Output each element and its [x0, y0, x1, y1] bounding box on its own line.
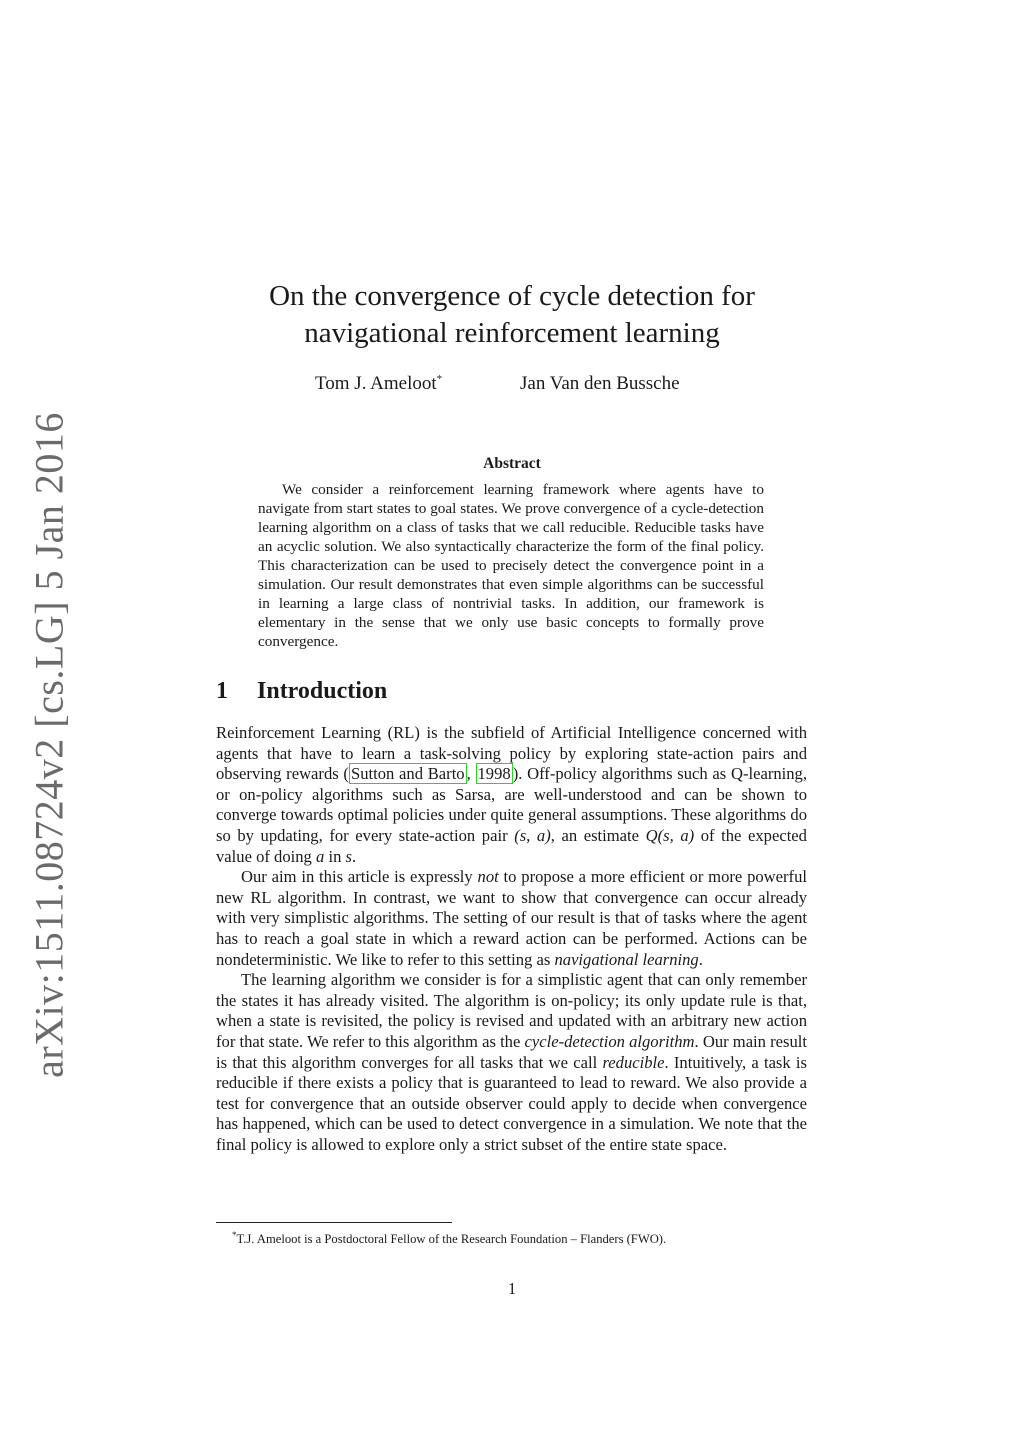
section-number: 1	[216, 678, 228, 704]
math-s-a: (s, a)	[514, 825, 551, 845]
introduction-body	[216, 723, 807, 1155]
p3-text-b: . Our main result is that this algorithm converges for all tasks that we call	[216, 1031, 807, 1072]
paragraph-1	[216, 723, 807, 867]
paragraph-2	[216, 867, 807, 970]
p2-text-c: .	[698, 949, 703, 969]
abstract-heading: Abstract	[483, 455, 541, 472]
paper-title	[0, 278, 1024, 352]
p3-text-a: The learning algorithm we consider is for a simplistic agent that can only remember the states it has already visited. The algorithm is on-policy; its only update rule is that, when a state is revisited, the policy is revised and updated with an arbitrary new action for that state. We refer to this algorithm as the	[216, 970, 807, 1051]
author-1-footnote-mark[interactable]: *	[436, 373, 443, 385]
arxiv-sidebar	[14, 412, 84, 1078]
section-heading-introduction	[216, 678, 387, 705]
footnote	[232, 1230, 666, 1247]
title-line-2: navigational reinforcement learning	[304, 317, 720, 349]
author-ameloot	[315, 373, 442, 395]
p1-text-e: in	[324, 846, 346, 866]
p2-emphasis-navigational-learning: navigational learning	[554, 949, 699, 969]
p2-emphasis-not: not	[477, 867, 499, 887]
p3-emphasis-cycle-detection: cycle-detection algorithm	[524, 1031, 695, 1051]
p1-cite-sep: ,	[466, 764, 476, 784]
p3-emphasis-reducible: reducible	[602, 1052, 665, 1072]
paragraph-3	[216, 970, 807, 1155]
p1-text-b: ). Off-policy algorithms such as Q-learning, or on-policy algorithms such as Sarsa, are well-understood and can be shown to converge towards optimal policies under quite general assumptions. These algorithms do so by updating, for every state-action pair	[216, 764, 808, 845]
page-number: 1	[507, 1279, 517, 1298]
citation-sutton-barto-authors[interactable]: Sutton and Barto	[350, 764, 465, 784]
abstract-text: We consider a reinforcement learning framework where agents have to navigate from start states to goal states. We prove convergence of a cycle-detection learning algorithm on a class of tasks that we call reducible. Reducible tasks have an acyclic solution. We also syntactically characterize the form of the final policy. This characterization can be used to precisely detect the convergence point in a simulation. Our result demonstrates that even simple algorithms can be successful in learning a large class of nontrivial tasks. In addition, our framework is elementary in the sense that we only use basic concepts to formally prove convergence.	[258, 481, 764, 650]
arxiv-identifier: arXiv:1511.08724v2 [cs.LG] 5 Jan 2016	[26, 412, 72, 1078]
footnote-rule	[216, 1222, 452, 1223]
p1-text-c: , an estimate	[550, 825, 646, 845]
p1-text-f: .	[352, 846, 357, 866]
author-1-name: Tom J. Ameloot	[315, 373, 437, 394]
section-title: Introduction	[257, 678, 388, 704]
author-van-den-bussche: Jan Van den Bussche	[520, 373, 680, 394]
footnote-mark: *	[232, 1230, 237, 1240]
p3-text-c: . Intuitively, a task is reducible if there exists a policy that is guaranteed to lead to reward. We also provide a test for convergence that an outside observer could apply to decide when convergence has happened, which can be used to detect convergence in a simulation. We note that the final policy is allowed to explore only a strict subset of the entire state space.	[216, 1052, 807, 1154]
math-a: a	[316, 846, 325, 866]
math-q-s-a: Q(s, a)	[645, 825, 695, 845]
citation-sutton-barto-year[interactable]: 1998	[477, 764, 511, 784]
title-line-1: On the convergence of cycle detection for	[269, 280, 755, 312]
footnote-text: T.J. Ameloot is a Postdoctoral Fellow of the Research Foundation – Flanders (FWO).	[236, 1232, 667, 1246]
p1-text-a: Reinforcement Learning (RL) is the subfield of Artificial Intelligence concerned with agents that have to learn a task-solving policy by exploring state-action pairs and observing rewards (	[216, 723, 807, 784]
p2-text-a: Our aim in this article is expressly	[241, 867, 478, 887]
p2-text-b: to propose a more efficient or more powerful new RL algorithm. In contrast, we want to show that convergence can occur already with very simplistic algorithms. The setting of our result is that of tasks where the agent has to reach a goal state in which a reward action can be performed. Actions can be nondeterministic. We like to refer to this setting as	[216, 867, 807, 969]
p1-text-d: of the expected value of doing	[216, 825, 807, 866]
math-s: s	[345, 846, 352, 866]
